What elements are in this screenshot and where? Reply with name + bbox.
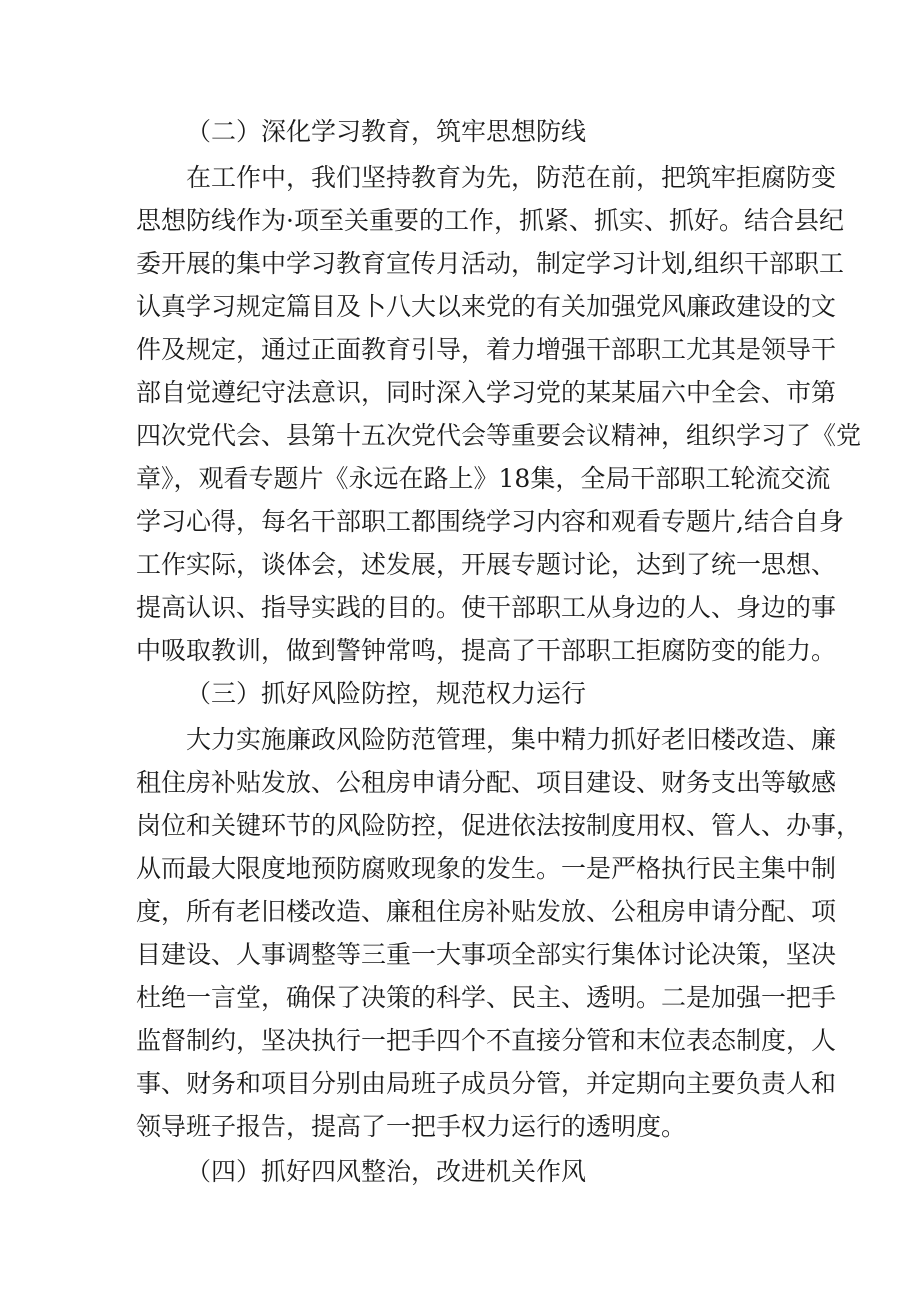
paragraph-line: 认真学习规定篇目及卜八大以来党的有关加强党风廉政建设的文 <box>136 292 837 321</box>
paragraph-line: 章》，观看专题片《永远在路上》18集，全局干部职工轮流交流 <box>136 464 831 493</box>
paragraph-line: 委开展的集中学习教育宣传月活动，制定学习计划,组织干部职工 <box>136 249 844 278</box>
paragraph-line: 提高认识、指导实践的目的。使干部职工从身边的人、身边的事 <box>136 593 837 622</box>
paragraph-line: 租住房补贴发放、公租房申请分配、项目建设、财务支出等敏感 <box>136 768 837 797</box>
section-heading-3: （三）抓好风险防控，规范权力运行 <box>186 679 587 708</box>
paragraph-line: 杜绝一言堂，确保了决策的科学、民主、透明。二是加强一把手 <box>136 983 837 1012</box>
paragraph-line: 件及规定，通过正面教育引导，着力增强干部职工尤其是领导干 <box>136 335 837 364</box>
paragraph-line: 在工作中，我们坚持教育为先，防范在前，把筑牢拒腐防变 <box>186 163 837 192</box>
paragraph-line: 思想防线作为·项至关重要的工作，抓紧、抓实、抓好。结合县纪 <box>136 206 844 235</box>
paragraph-line: 学习心得，每名干部职工都围绕学习内容和观看专题片,结合自身 <box>136 507 844 536</box>
section-heading-4: （四）抓好四风整治，改进机关作风 <box>186 1157 587 1186</box>
paragraph-line: 工作实际，谈体会，述发展，开展专题讨论，达到了统一思想、 <box>136 550 837 579</box>
section-heading-2: （二）深化学习教育，筑牢思想防线 <box>186 117 587 146</box>
paragraph-line: 领导班子报告，提高了一把手权力运行的透明度。 <box>136 1112 687 1141</box>
paragraph-line: 监督制约，坚决执行一把手四个不直接分管和末位表态制度，人 <box>136 1026 837 1055</box>
paragraph-line: 事、财务和项目分别由局班子成员分管，并定期向主要负责人和 <box>136 1069 837 1098</box>
paragraph-line: 从而最大限度地预防腐败现象的发生。一是严格执行民主集中制 <box>136 854 837 883</box>
paragraph-line: 四次党代会、县第十五次党代会等重要会议精神，组织学习了《党 <box>136 421 862 450</box>
paragraph-line: 部自觉遵纪守法意识，同时深入学习党的某某届六中全会、市第 <box>136 378 837 407</box>
paragraph-line: 岗位和关键环节的风险防控，促进依法按制度用权、管人、办事， <box>136 811 862 840</box>
paragraph-line: 大力实施廉政风险防范管理，集中精力抓好老旧楼改造、廉 <box>186 725 837 754</box>
paragraph-line: 度，所有老旧楼改造、廉租住房补贴发放、公租房申请分配、项 <box>136 897 837 926</box>
paragraph-line: 目建设、人事调整等三重一大事项全部实行集体讨论决策，坚决 <box>136 940 837 969</box>
paragraph-line: 中吸取教训，做到警钟常鸣，提高了干部职工拒腐防变的能力。 <box>136 636 837 665</box>
